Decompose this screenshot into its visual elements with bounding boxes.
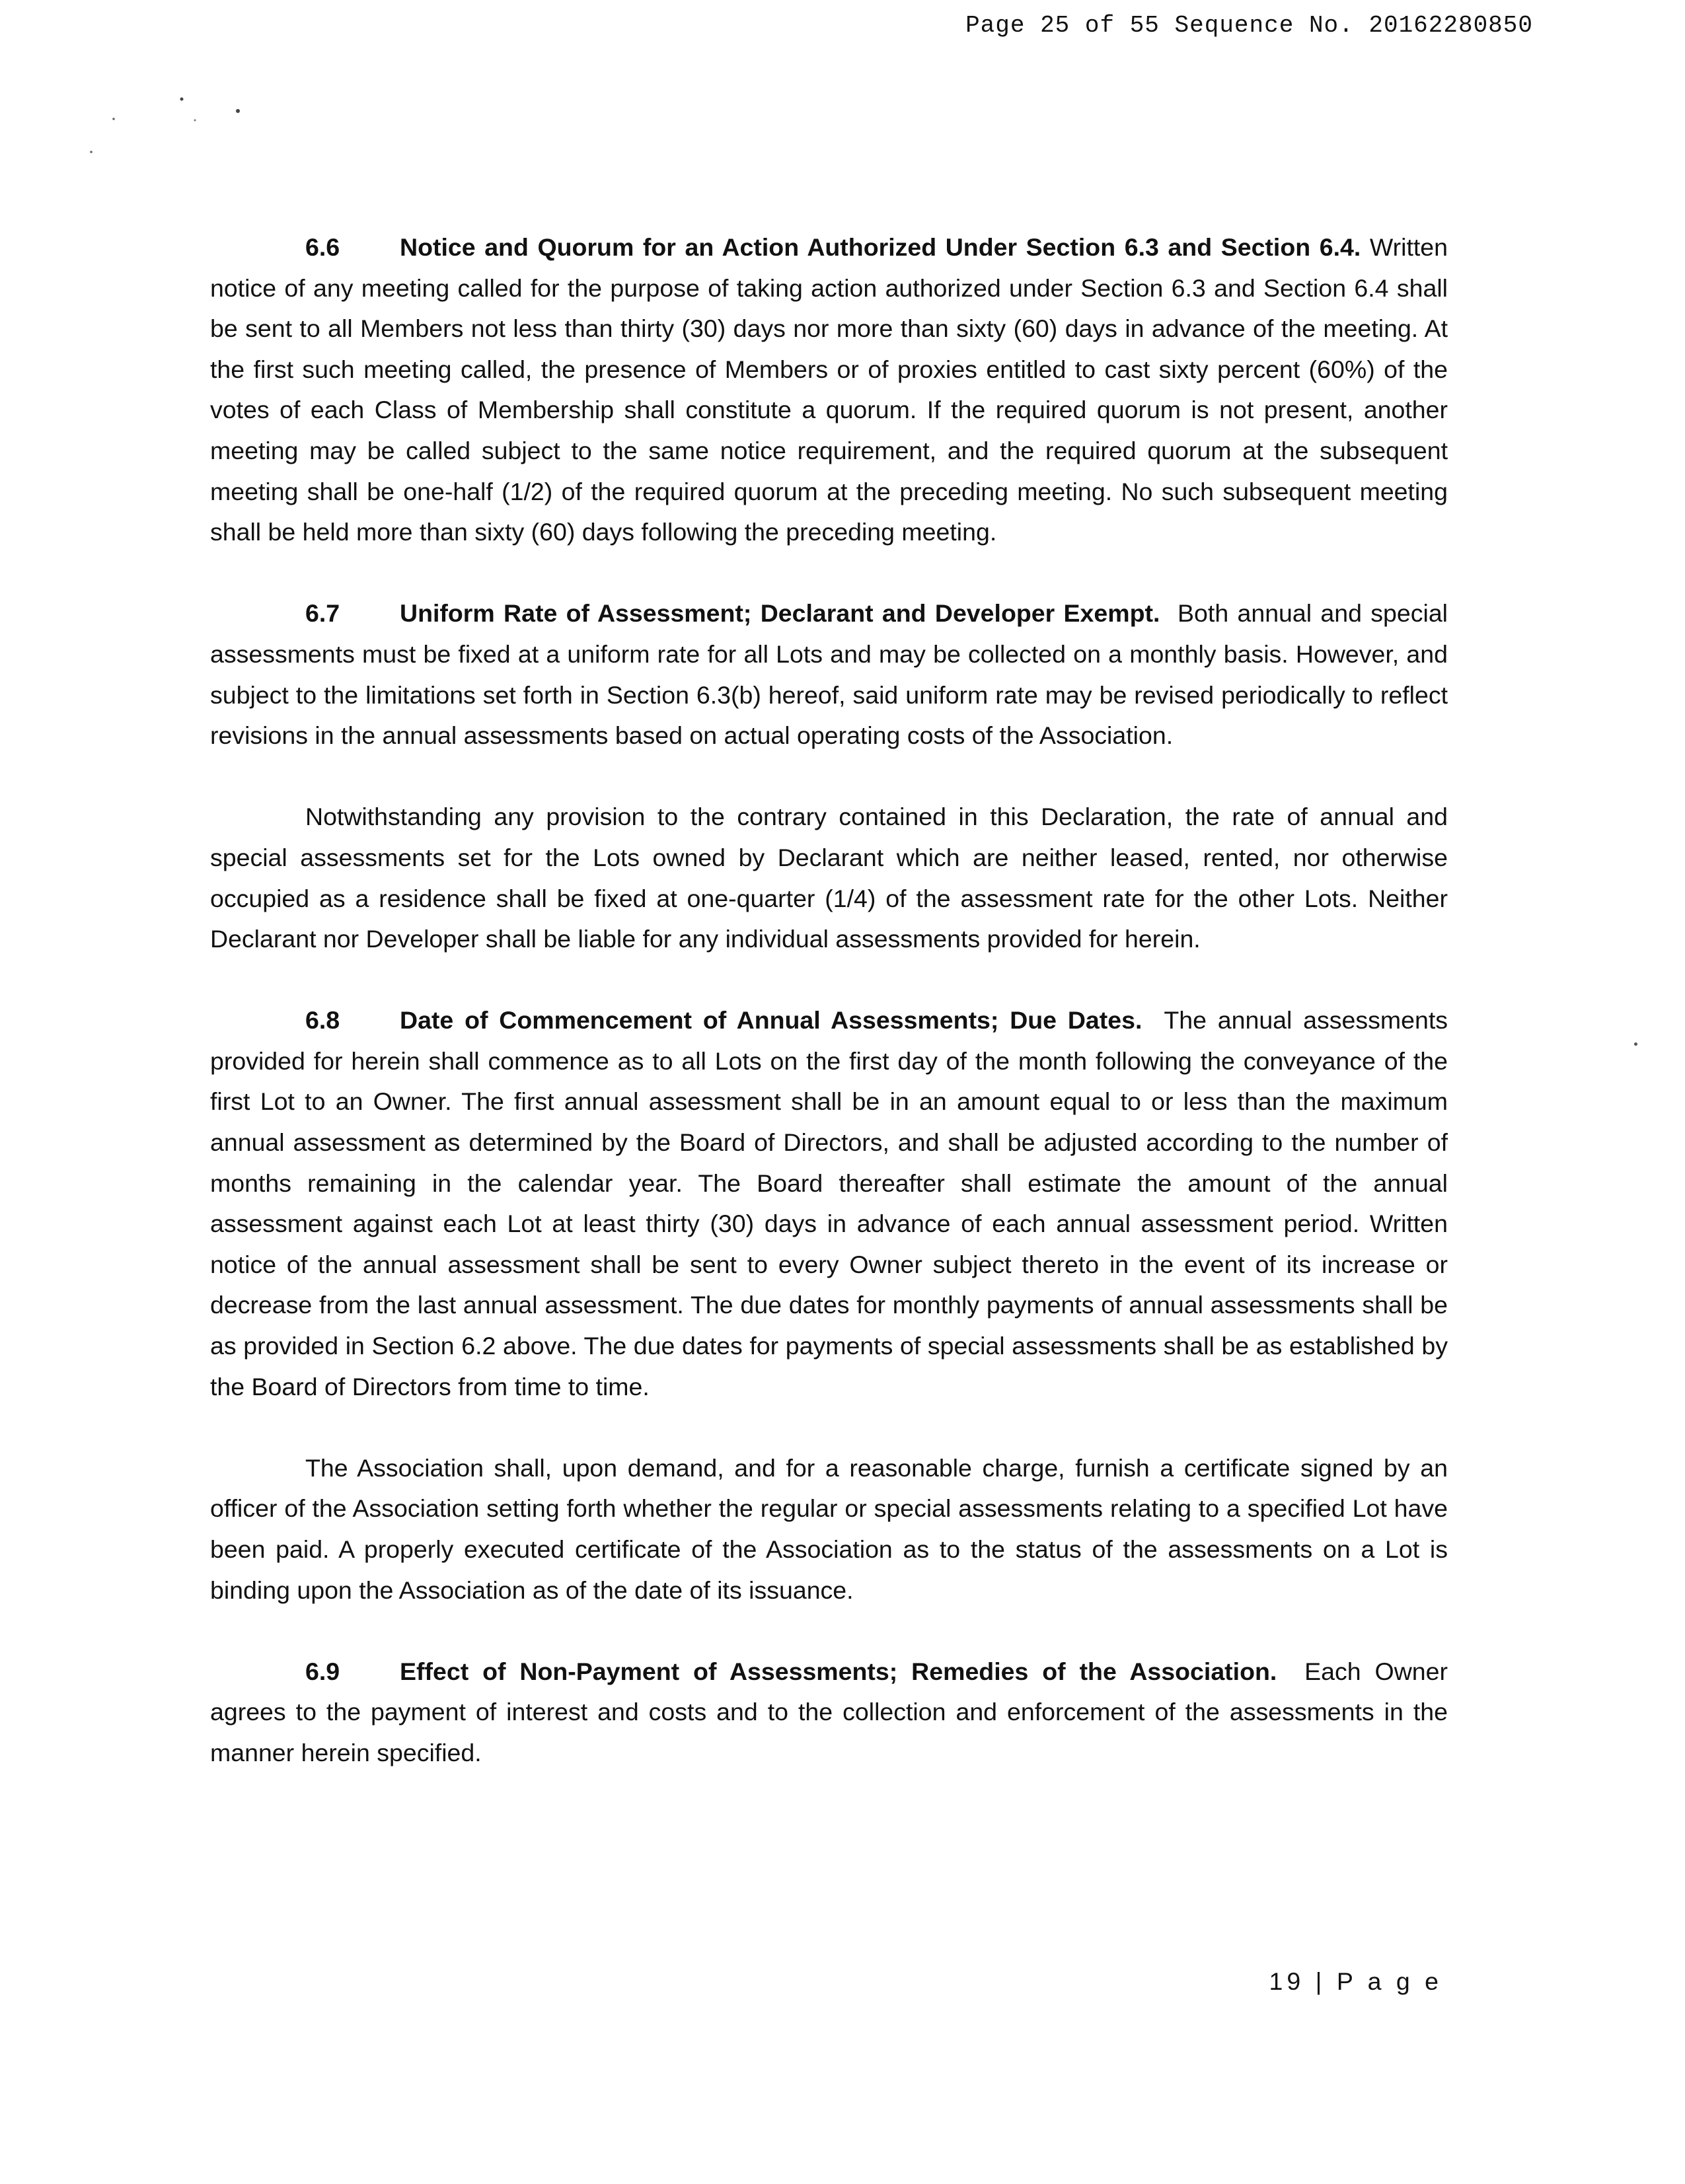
section-6-6: [210, 227, 1448, 553]
paragraph-declarant-rate: [210, 797, 1448, 959]
section-text: Both annual and special assessments must be fixed at a uniform rate for all Lots and may be collected on a monthly basis. However, and subject to the limitations set forth in Section 6.3(b) hereof, said uniform rate may be revised periodically to reflect revisions in the annual assessments based on actual operating costs of the Association.: [210, 599, 1448, 750]
page-header-sequence: Page 25 of 55 Sequence No. 20162280850: [965, 12, 1533, 39]
scan-specks-decoration: [79, 92, 278, 172]
document-body: [210, 227, 1448, 1814]
section-title: Effect of Non-Payment of Assessments; Remedies of the Association.: [400, 1657, 1277, 1685]
page-footer-number: 19 | P a g e: [1269, 1967, 1442, 1995]
paragraph-certificate: [210, 1448, 1448, 1611]
section-text: Each Owner agrees to the payment of interest and costs and to the collection and enforcement of the assessments in the manner herein specified.: [210, 1657, 1448, 1766]
section-title: Notice and Quorum for an Action Authorized Under Section 6.3 and Section 6.4.: [400, 233, 1361, 261]
section-number: 6.7: [305, 599, 340, 628]
section-title: Date of Commencement of Annual Assessments; Due Dates.: [400, 1006, 1142, 1035]
paragraph-text: The Association shall, upon demand, and for a reasonable charge, furnish a certificate signed by an officer of the Association setting forth whether the regular or special assessments relating to a specified Lot have been paid. A properly executed certificate of the Association as to the status of the assessments on a Lot is binding upon the Association as of the date of its issuance.: [210, 1453, 1448, 1604]
section-text: The annual assessments provided for herein shall commence as to all Lots on the first day of the month following the conveyance of the first Lot to an Owner. The first annual assessment shall be in an amount equal to or less than the maximum annual assessment as determined by the Board of Directors, and shall be adjusted according to the number of months remaining in the calendar year. The Board thereafter shall estimate the amount of the annual assessment against each Lot at least thirty (30) days in advance of each annual assessment period. Written notice of the annual assessment shall be sent to every Owner subject thereto in the event of its increase or decrease from the last annual assessment. The due dates for monthly payments of annual assessments shall be as provided in Section 6.2 above. The due dates for payments of special assessments shall be as established by the Board of Directors from time to time.: [210, 1006, 1448, 1401]
section-number: 6.8: [305, 1006, 340, 1035]
section-number: 6.9: [305, 1657, 340, 1685]
section-title: Uniform Rate of Assessment; Declarant and Developer Exempt.: [400, 599, 1160, 628]
paragraph-text: Notwithstanding any provision to the contrary contained in this Declaration, the rate of annual and special assessments set for the Lots owned by Declarant which are neither leased, rented, nor otherwise occupied as a residence shall be fixed at one-quarter (1/4) of the assessment rate for the other Lots. Neither Declarant nor Developer shall be liable for any individual assessments provided for herein.: [210, 803, 1448, 953]
scan-speck-right: [1634, 1042, 1637, 1046]
section-6-8: [210, 1000, 1448, 1407]
section-6-7: [210, 593, 1448, 756]
section-text: Written notice of any meeting called for the purpose of taking action authorized under Section 6.3 and Section 6.4 shall be sent to all Members not less than thirty (30) days nor more than sixty (60) days in advance of the meeting. At the first such meeting called, the presence of Members or of proxies entitled to cast sixty percent (60%) of the votes of each Class of Membership shall constitute a quorum. If the required quorum is not present, another meeting may be called subject to the same notice requirement, and the required quorum at the subsequent meeting shall be one-half (1/2) of the required quorum at the preceding meeting. No such subsequent meeting shall be held more than sixty (60) days following the preceding meeting.: [210, 233, 1448, 546]
section-6-9: [210, 1652, 1448, 1774]
section-number: 6.6: [305, 233, 340, 261]
